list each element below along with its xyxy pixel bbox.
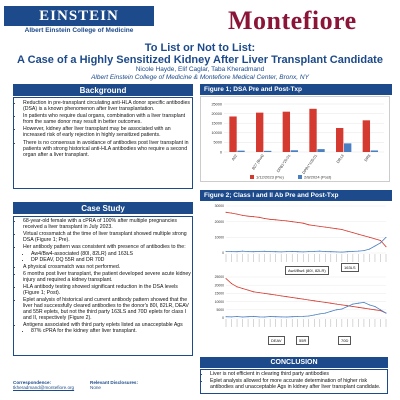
data-point (363, 250, 364, 251)
bar (317, 149, 324, 152)
data-point (231, 213, 232, 214)
bar (264, 151, 271, 152)
bar (283, 112, 290, 152)
bar (237, 151, 244, 152)
data-point (275, 251, 276, 252)
case-study-bullet: • A physical crossmatch was not performed. (23, 265, 192, 271)
x-tick-label: A32 (230, 153, 239, 162)
data-point (330, 227, 331, 228)
background-bullet: • There is no consensus in avoidance of antibodies post liver transplant in patients with strong historical anti-HLA antibodies who require a second organ after a liver transplant. (23, 140, 192, 158)
data-point (270, 219, 271, 220)
data-point (352, 304, 353, 305)
x-tick-label: DPB1*20:01 (276, 153, 292, 174)
data-point (259, 251, 260, 252)
data-point (286, 251, 287, 252)
legend-label: 1/12/2023 (Pre) (256, 174, 284, 180)
correspondence-email[interactable]: tkheradmand@montefiore.org (13, 385, 75, 391)
figure1-heading: Figure 1; DSA Pre and Post-Txp (200, 84, 392, 95)
series-line (226, 237, 386, 252)
case-study-bullet: • Her antibody pattern was consistent with presence of antibodies to the: (23, 245, 192, 251)
data-point (237, 214, 238, 215)
data-point (264, 251, 265, 252)
conclusion-bullet: • Liver is not efficient in clearing third party antibodies (210, 371, 387, 377)
data-point (330, 303, 331, 304)
data-point (286, 220, 287, 221)
conclusion-panel (200, 369, 388, 394)
data-point (253, 251, 254, 252)
bar (229, 116, 236, 152)
data-point (275, 316, 276, 317)
einstein-subtitle: Albert Einstein College of Medicine (24, 27, 134, 34)
montefiore-logo: Montefiore (228, 6, 357, 35)
data-point (319, 313, 320, 314)
data-point (352, 251, 353, 252)
y-tick-label: 0 (219, 150, 222, 155)
data-point (319, 301, 320, 302)
data-point (325, 227, 326, 228)
data-point (314, 251, 315, 252)
correspondence-block (13, 380, 83, 391)
data-point (374, 306, 375, 307)
data-point (386, 246, 387, 247)
data-point (369, 249, 370, 250)
case-study-bullet: • Eplet analysis of historical and current antibody pattern showed that the liver had successfully cleared antibodies to the donor's 80I, 82LR, DEAV and 55R eplets, but not the third party 163LS and 70D eplets for class I and II, respectively (Figure 2). (23, 298, 192, 322)
data-point (297, 316, 298, 317)
y-tick-label: 20000 (214, 283, 224, 288)
data-point (226, 251, 227, 252)
series-line (226, 279, 386, 314)
y-tick-label: 5000 (216, 308, 224, 312)
einstein-logo: EINSTEIN (39, 7, 119, 24)
data-point (308, 224, 309, 225)
data-point (336, 251, 337, 252)
data-point (341, 304, 342, 305)
data-point (275, 295, 276, 296)
data-point (363, 235, 364, 236)
background-panel (13, 97, 193, 189)
figure1-frame (201, 97, 390, 182)
bar (336, 128, 343, 152)
annotation-55r: 55R (296, 336, 309, 345)
data-point (386, 237, 387, 238)
case-study-bullet: • 68-year-old female with a cPRA of 100% after multiple pregnancies received a liver transplant in July 2023. (23, 219, 192, 231)
data-point (264, 317, 265, 318)
data-point (374, 309, 375, 310)
title-line1: To List or Not to List: (144, 42, 256, 54)
case-study-sub-bullet: • 87% cPRA for the kidney after liver transplant. (31, 329, 192, 335)
y-tick-label: 10000 (214, 299, 224, 304)
data-point (369, 304, 370, 305)
data-point (281, 220, 282, 221)
data-point (237, 251, 238, 252)
bar (363, 120, 370, 152)
case-study-sub-bullet: • DP DEAV, DQ 55R and DR 70D (31, 258, 192, 264)
bar (371, 150, 378, 152)
y-tick-label: 5000 (213, 140, 222, 145)
data-point (325, 302, 326, 303)
poster-title (0, 42, 400, 66)
background-bullet: • Reduction in pre-transplant circulating anti-HLA donor specific antibodies (DSA) is a known phenomenon after liver transplantation. (23, 100, 192, 112)
data-point (248, 316, 249, 317)
data-point (358, 234, 359, 235)
data-point (319, 226, 320, 227)
case-study-heading: Case Study (13, 202, 193, 214)
data-point (325, 313, 326, 314)
y-tick-label: 30000 (214, 204, 224, 209)
figure2-classII-chart (200, 274, 390, 336)
data-point (248, 290, 249, 291)
title-line2: A Case of a Highly Sensitized Kidney After Liver Transplant Candidate (17, 54, 383, 66)
data-point (330, 311, 331, 312)
data-point (358, 307, 359, 308)
data-point (358, 303, 359, 304)
data-point (259, 217, 260, 218)
figure2-heading: Figure 2; Class I and II Ab Pre and Post-Txp (200, 190, 392, 201)
annotation-deav: DEAV (268, 336, 285, 345)
data-point (292, 316, 293, 317)
bar (344, 143, 351, 152)
data-point (231, 251, 232, 252)
x-tick-label: DR8 (363, 153, 372, 163)
y-tick-label: 25000 (214, 275, 224, 280)
correspondence-label: Correspondence: (13, 380, 52, 385)
background-bullet: • In patients who require dual organs, combination with a liver transplant from the same donor may result in better outcomes. (23, 113, 192, 125)
data-point (336, 309, 337, 310)
data-point (286, 296, 287, 297)
data-point (231, 316, 232, 317)
data-point (253, 291, 254, 292)
data-point (341, 229, 342, 230)
data-point (253, 316, 254, 317)
legend-swatch (298, 175, 302, 179)
data-point (264, 218, 265, 219)
background-bullet: • However, kidney after liver transplant may be associated with an increased risk of early rejection in highly sensitized patients. (23, 126, 192, 138)
background-heading: Background (13, 84, 193, 96)
data-point (314, 300, 315, 301)
data-point (248, 251, 249, 252)
data-point (330, 251, 331, 252)
data-point (242, 215, 243, 216)
data-point (374, 245, 375, 246)
data-point (303, 223, 304, 224)
data-point (242, 317, 243, 318)
data-point (341, 252, 342, 253)
data-point (297, 251, 298, 252)
data-point (303, 251, 304, 252)
y-tick-label: 15000 (214, 291, 224, 296)
data-point (341, 308, 342, 309)
data-point (226, 212, 227, 213)
data-point (336, 228, 337, 229)
y-tick-label: 20000 (211, 111, 222, 116)
case-study-sub-bullet: • Aw4/Bw4-associated (80I, 82LR) and 163LS (31, 252, 192, 258)
data-point (286, 317, 287, 318)
data-point (281, 316, 282, 317)
annotation-70d: 70D (338, 336, 351, 345)
data-point (259, 292, 260, 293)
data-point (369, 308, 370, 309)
data-point (386, 313, 387, 314)
data-point (325, 251, 326, 252)
data-point (380, 240, 381, 241)
data-point (242, 251, 243, 252)
background-list (14, 100, 192, 158)
data-point (264, 293, 265, 294)
data-point (226, 316, 227, 317)
data-point (297, 298, 298, 299)
y-tick-label: 10000 (214, 235, 224, 240)
author-names: Nicole Hayde, Elif Caglar, Taba Kheradmand (135, 66, 265, 73)
data-point (259, 316, 260, 317)
case-study-bullet: • 6 months post liver transplant, the patient developed severe acute kidney injury and required a kidney transplant. (23, 272, 192, 284)
annotation-aw4-bw4: Aw4/Bw4 (80I, 82LR) (285, 266, 329, 275)
data-point (303, 299, 304, 300)
data-point (347, 251, 348, 252)
data-point (352, 232, 353, 233)
data-point (308, 251, 309, 252)
y-tick-label: 0 (222, 316, 224, 321)
conclusion-list (201, 371, 387, 390)
disclosures-label: Relevant Disclosures: (90, 380, 138, 385)
disclosures-value: None (90, 385, 101, 391)
y-tick-label: 10000 (211, 131, 222, 136)
data-point (336, 304, 337, 305)
data-point (314, 225, 315, 226)
data-point (308, 316, 309, 317)
data-point (292, 221, 293, 222)
data-point (231, 283, 232, 284)
data-point (292, 251, 293, 252)
disclosures-block (90, 380, 160, 391)
bar (309, 109, 316, 152)
bar (256, 113, 263, 152)
data-point (374, 238, 375, 239)
data-point (347, 231, 348, 232)
authors-block (0, 66, 400, 81)
case-study-sub-list (23, 329, 192, 335)
conclusion-heading: CONCLUSION (200, 357, 388, 368)
data-point (303, 316, 304, 317)
bar (291, 150, 298, 152)
x-tick-label: DR13 (335, 153, 345, 165)
data-point (270, 316, 271, 317)
data-point (281, 295, 282, 296)
series-line (226, 212, 386, 246)
case-study-bullet: • Virtual crossmatch at the time of liver transplant showed multiple strong DSA (Figure 1; Pre). (23, 232, 192, 244)
legend-swatch (250, 175, 254, 179)
case-study-bullet: • Antigens associated with third party eplets listed as unacceptable Ags (23, 323, 192, 329)
data-point (297, 222, 298, 223)
y-tick-label: 20000 (214, 219, 224, 224)
data-point (363, 308, 364, 309)
case-study-sub-list (23, 252, 192, 265)
figure1-chart (200, 96, 390, 182)
data-point (242, 288, 243, 289)
data-point (369, 237, 370, 238)
data-point (253, 216, 254, 217)
case-study-panel (13, 216, 193, 356)
data-point (270, 294, 271, 295)
data-point (281, 251, 282, 252)
data-point (248, 216, 249, 217)
data-point (275, 219, 276, 220)
data-point (347, 306, 348, 307)
x-tick-label: DPB1*105:01 (301, 153, 319, 175)
figure2-classI-chart (200, 203, 390, 271)
annotation-163ls: 163LS (341, 263, 359, 272)
data-point (226, 278, 227, 279)
data-point (237, 286, 238, 287)
x-tick-label: B27 (Bw4) (251, 153, 265, 171)
data-point (237, 316, 238, 317)
data-point (363, 302, 364, 303)
data-point (380, 309, 381, 310)
y-tick-label: 15000 (211, 121, 222, 126)
data-point (292, 297, 293, 298)
case-study-list (14, 219, 192, 335)
case-study-bullet: • HLA antibody testing showed significant reduction in the DSA levels (Figure 1; Post). (23, 285, 192, 297)
y-tick-label: 25000 (211, 102, 222, 107)
data-point (380, 242, 381, 243)
data-point (308, 299, 309, 300)
conclusion-bullet: • Eplet analysis allowed for more accurate determination of higher risk antibodies and unacceptable Ags in kidney after liver transplant candidate. (210, 378, 387, 390)
data-point (319, 251, 320, 252)
legend-label: 2/8/2024 (Post) (304, 174, 332, 180)
data-point (358, 251, 359, 252)
y-tick-label: 0 (222, 251, 224, 256)
data-point (352, 306, 353, 307)
author-affiliation: Albert Einstein College of Medicine & Montefiore Medical Center, Bronx, NY (91, 73, 309, 81)
data-point (270, 251, 271, 252)
data-point (314, 315, 315, 316)
